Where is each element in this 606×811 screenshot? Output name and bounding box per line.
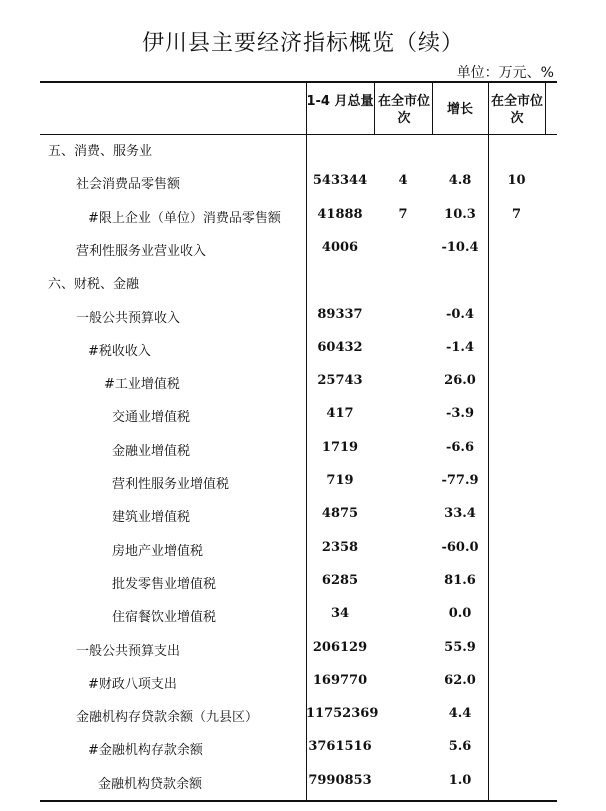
cell-total: 719 — [326, 473, 354, 488]
cell-growth: -1.4 — [445, 339, 474, 355]
cell-rank1: 7 — [398, 206, 408, 222]
cell-growth: 26.0 — [444, 373, 476, 389]
cell-growth: -3.9 — [445, 406, 474, 422]
cell-growth: -77.9 — [441, 473, 479, 488]
col-divider-3 — [432, 82, 433, 135]
table-top-rule — [40, 81, 557, 83]
row-label: 住宿餐饮业增值税 — [112, 610, 217, 626]
cell-total: 1719 — [321, 439, 359, 455]
row-label: #税收收入 — [88, 343, 151, 359]
row-label: 建筑业增值税 — [112, 510, 191, 526]
row-label: #限上企业（单位）消费品零售额 — [88, 210, 281, 226]
row-label: 金融业增值税 — [112, 443, 191, 459]
cell-growth: 33.4 — [444, 506, 476, 522]
header-rank-2: 在全市位次 — [490, 94, 543, 126]
row-label: 营利性服务业营业收入 — [76, 243, 207, 259]
header-bottom-rule — [40, 134, 557, 135]
cell-total: 3761516 — [308, 739, 372, 755]
cell-growth: -0.4 — [445, 306, 474, 322]
cell-growth: -6.6 — [445, 439, 474, 455]
cell-total: 41888 — [317, 206, 363, 222]
cell-growth: -60.0 — [441, 539, 479, 555]
cell-total: 34 — [330, 606, 350, 622]
cell-total: 7990853 — [308, 772, 372, 788]
header-total: 1-4 月总量 — [306, 94, 374, 109]
row-label: 五、消费、服务业 — [48, 144, 153, 159]
cell-total: 2358 — [321, 539, 359, 555]
header-growth: 增长 — [446, 102, 473, 117]
cell-total: 4875 — [321, 506, 359, 522]
cell-total: 169770 — [312, 672, 368, 688]
row-label: 交通业增值税 — [112, 410, 191, 426]
row-label: 营利性服务业增值税 — [112, 477, 230, 492]
cell-growth: 81.6 — [444, 572, 476, 588]
unit-label: 单位：万元、% — [456, 65, 554, 81]
row-label: #金融机构存款余额 — [88, 743, 203, 759]
cell-growth: 4.4 — [448, 706, 472, 722]
row-label: 一般公共预算收入 — [76, 310, 181, 326]
cell-growth: 62.0 — [444, 672, 476, 688]
row-label: 金融机构贷款余额 — [98, 776, 203, 792]
cell-total: 4006 — [321, 239, 359, 255]
cell-rank1: 4 — [398, 173, 408, 189]
row-label: #工业增值税 — [104, 377, 180, 393]
cell-total: 60432 — [317, 339, 363, 355]
page-title: 伊川县主要经济指标概览（续） — [141, 31, 464, 56]
row-label: 批发零售业增值税 — [112, 576, 217, 592]
table-bottom-rule — [40, 800, 557, 802]
header-rank-1: 在全市位次 — [378, 94, 431, 126]
cell-growth: 5.6 — [448, 739, 472, 755]
row-label: #财政八项支出 — [88, 676, 177, 692]
row-label: 房地产业增值税 — [112, 543, 204, 559]
cell-total: 543344 — [312, 173, 368, 189]
cell-growth: 1.0 — [448, 772, 472, 788]
cell-rank2: 7 — [511, 206, 522, 222]
cell-total: 25743 — [317, 373, 363, 389]
cell-growth: 4.8 — [448, 173, 472, 189]
col-divider-4 — [488, 82, 489, 801]
row-label: 社会消费品零售额 — [76, 177, 181, 193]
cell-growth: -10.4 — [441, 239, 479, 255]
row-label: 一般公共预算支出 — [76, 643, 181, 659]
cell-rank2: 10 — [507, 173, 526, 189]
cell-growth: 10.3 — [444, 206, 476, 222]
row-label: 金融机构存贷款余额（九县区） — [76, 710, 259, 726]
cell-total: 11752369 — [306, 706, 379, 722]
cell-growth: 0.0 — [448, 606, 472, 622]
cell-growth: 55.9 — [444, 639, 476, 655]
cell-total: 6285 — [321, 572, 359, 588]
cell-total: 89337 — [317, 306, 363, 322]
cell-total: 206129 — [312, 639, 368, 655]
cell-total: 417 — [326, 406, 354, 422]
row-label: 六、财税、金融 — [48, 277, 140, 293]
col-divider-5 — [545, 82, 546, 135]
